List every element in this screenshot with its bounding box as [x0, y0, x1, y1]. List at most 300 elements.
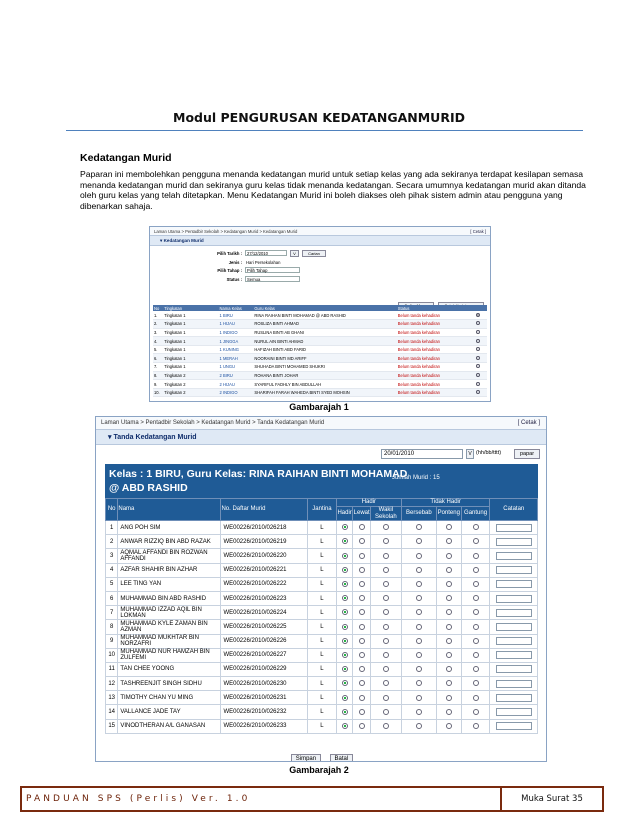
row-radio-cell [336, 691, 352, 705]
col-bersebab: Bersebab [401, 507, 436, 521]
row-select-cell [475, 320, 487, 329]
table-row [106, 662, 538, 676]
row-guru-kelas: HAFIZAH BINTI ABD FARID [253, 345, 396, 354]
bersebab-radio[interactable] [416, 595, 422, 601]
breadcrumb-text[interactable]: Laman Utama > Pentadbir Sekolah > Kedatangan Murid > Kedatangan Murid [154, 229, 298, 234]
row-tingkatan: Tingkatan 1 [163, 354, 218, 363]
row-radio-cell [370, 577, 401, 591]
simpan-button[interactable]: Simpan [291, 754, 321, 762]
wakil-sekolah-radio[interactable] [383, 553, 389, 559]
select-radio[interactable] [476, 347, 480, 351]
row-radio-cell [436, 620, 461, 634]
row-radio-cell [461, 606, 490, 620]
hadir-radio[interactable] [342, 709, 348, 715]
row-radio-cell [336, 549, 352, 563]
bersebab-radio[interactable] [416, 652, 422, 658]
wakil-sekolah-radio[interactable] [383, 624, 389, 630]
panel-title-text: Tanda Kedatangan Murid [113, 434, 197, 441]
gantung-radio[interactable] [473, 538, 479, 544]
row-status: Belum tanda kehadiran [397, 354, 475, 363]
row-no-daftar: WE00226/2010/026230 [221, 677, 308, 691]
catatan-input[interactable] [496, 580, 532, 588]
hadir-radio[interactable] [342, 581, 348, 587]
batal-button[interactable]: Batal [330, 754, 354, 762]
row-jantina: L [308, 648, 337, 662]
catatan-input[interactable] [496, 651, 532, 659]
col-lewat: Lewat [353, 507, 371, 521]
bersebab-radio[interactable] [416, 723, 422, 729]
row-jantina: L [308, 691, 337, 705]
ponteng-radio[interactable] [446, 553, 452, 559]
row-no: 4 [106, 563, 118, 577]
select-radio[interactable] [476, 373, 480, 377]
col-catatan: Catatan [490, 499, 538, 521]
row-nama: MUHAMMAD BIN ABD RASHID [118, 591, 221, 605]
document-title: Modul PENGURUSAN KEDATANGANMURID [173, 110, 465, 125]
row-no: 10 [106, 648, 118, 662]
wakil-sekolah-radio[interactable] [383, 567, 389, 573]
status-select[interactable]: Semua [245, 276, 300, 282]
col-jantina: Jantina [308, 499, 337, 521]
row-radio-cell [436, 691, 461, 705]
lewat-radio[interactable] [359, 524, 365, 530]
row-radio-cell [436, 648, 461, 662]
class-header [105, 464, 538, 498]
col-group-hadir: Hadir [336, 499, 401, 507]
lewat-radio[interactable] [359, 624, 365, 630]
gantung-radio[interactable] [473, 709, 479, 715]
row-no-daftar: WE00226/2010/026219 [221, 535, 308, 549]
hadir-radio[interactable] [342, 652, 348, 658]
bersebab-radio[interactable] [416, 680, 422, 686]
row-catatan-cell [490, 691, 538, 705]
row-status: Belum tanda kehadiran [397, 311, 475, 320]
row-radio-cell [461, 563, 490, 577]
row-nama: TIMOTHY CHAN YU MING [118, 691, 221, 705]
hadir-radio[interactable] [342, 553, 348, 559]
row-nama: VALLANCE JADE TAY [118, 705, 221, 719]
lewat-radio[interactable] [359, 666, 365, 672]
row-jantina: L [308, 719, 337, 733]
page-number: Muka Surat 35 [500, 788, 602, 810]
table-row [106, 705, 538, 719]
row-catatan-cell [490, 719, 538, 733]
row-radio-cell [370, 535, 401, 549]
cetak-link[interactable]: [ Cetak ] [517, 420, 540, 426]
row-radio-cell [436, 591, 461, 605]
row-no: 8. [153, 371, 163, 380]
ponteng-radio[interactable] [446, 695, 452, 701]
row-nama: LEE TING YAN [118, 577, 221, 591]
wakil-sekolah-radio[interactable] [383, 695, 389, 701]
select-radio[interactable] [476, 356, 480, 360]
col-no: No [153, 305, 163, 311]
row-nama: ANG POH SIM [118, 521, 221, 535]
hadir-radio[interactable] [342, 723, 348, 729]
row-tingkatan: Tingkatan 1 [163, 311, 218, 320]
gantung-radio[interactable] [473, 624, 479, 630]
gantung-radio[interactable] [473, 595, 479, 601]
row-radio-cell [336, 591, 352, 605]
catatan-input[interactable] [496, 623, 532, 631]
row-no: 6 [106, 591, 118, 605]
row-status: Belum tanda kehadiran [397, 337, 475, 346]
row-no: 11 [106, 662, 118, 676]
row-radio-cell [401, 591, 436, 605]
hadir-radio[interactable] [342, 695, 348, 701]
row-nama-kelas[interactable]: 1 INDIGO [219, 328, 254, 337]
gantung-radio[interactable] [473, 666, 479, 672]
ponteng-radio[interactable] [446, 624, 452, 630]
hadir-radio[interactable] [342, 638, 348, 644]
gantung-radio[interactable] [473, 553, 479, 559]
screenshot-kedatangan-murid [149, 226, 491, 402]
select-radio[interactable] [476, 364, 480, 368]
select-radio[interactable] [476, 321, 480, 325]
jenis-label: Jenis : [228, 260, 242, 265]
row-select-cell [475, 311, 487, 320]
hadir-radio[interactable] [342, 524, 348, 530]
row-nama-kelas[interactable]: 1 UNGU [219, 363, 254, 372]
ponteng-radio[interactable] [446, 680, 452, 686]
date-input[interactable]: 20/01/2010 [381, 449, 463, 459]
lewat-radio[interactable] [359, 581, 365, 587]
table-row [153, 380, 487, 389]
row-nama-kelas[interactable]: 1 KUNING [219, 345, 254, 354]
wakil-sekolah-radio[interactable] [383, 524, 389, 530]
row-tingkatan: Tingkatan 1 [163, 320, 218, 329]
row-radio-cell [353, 577, 371, 591]
bersebab-radio[interactable] [416, 609, 422, 615]
row-guru-kelas: ROSLIZA BINTI AHMAD [253, 320, 396, 329]
row-radio-cell [401, 705, 436, 719]
row-radio-cell [370, 648, 401, 662]
row-radio-cell [401, 719, 436, 733]
row-select-cell [475, 363, 487, 372]
attendance-table [105, 498, 538, 734]
row-radio-cell [436, 677, 461, 691]
catatan-input[interactable] [496, 694, 532, 702]
wakil-sekolah-radio[interactable] [383, 680, 389, 686]
collapse-icon[interactable]: ▾ [108, 434, 114, 441]
col-group-tidak-hadir: Tidak Hadir [401, 499, 490, 507]
row-nama-kelas[interactable]: 2 BIRU [219, 371, 254, 380]
row-jantina: L [308, 705, 337, 719]
table-row [106, 634, 538, 648]
row-no: 13 [106, 691, 118, 705]
catatan-input[interactable] [496, 595, 532, 603]
row-radio-cell [353, 648, 371, 662]
row-status: Belum tanda kehadiran [397, 380, 475, 389]
filter-form [150, 246, 490, 290]
form-buttons [96, 747, 547, 762]
row-tingkatan: Tingkatan 2 [163, 380, 218, 389]
wakil-sekolah-radio[interactable] [383, 595, 389, 601]
row-guru-kelas: SHARIFAH FARAH WAHEDA BINTI SYED MOHSIN [253, 388, 396, 397]
row-no-daftar: WE00226/2010/026227 [221, 648, 308, 662]
date-input[interactable]: 27/12/2010 [245, 250, 287, 256]
class-table [153, 305, 487, 397]
row-guru-kelas: SYARIFUL FADHLY BIN ABDULLAH [253, 380, 396, 389]
row-no: 1. [153, 311, 163, 320]
hadir-radio[interactable] [342, 680, 348, 686]
row-no: 5. [153, 345, 163, 354]
row-radio-cell [336, 535, 352, 549]
ponteng-radio[interactable] [446, 538, 452, 544]
table-row [153, 388, 487, 397]
row-no: 2. [153, 320, 163, 329]
bersebab-radio[interactable] [416, 581, 422, 587]
gantung-radio[interactable] [473, 695, 479, 701]
catatan-input[interactable] [496, 708, 532, 716]
select-radio[interactable] [476, 382, 480, 386]
ponteng-radio[interactable] [446, 652, 452, 658]
row-nama: MUHAMMAD NUR HAMZAH BIN ZULFEMI [118, 648, 221, 662]
wakil-sekolah-radio[interactable] [383, 666, 389, 672]
col-nama: Nama [118, 499, 221, 521]
row-catatan-cell [490, 662, 538, 676]
hadir-radio[interactable] [342, 609, 348, 615]
ponteng-radio[interactable] [446, 524, 452, 530]
gantung-radio[interactable] [473, 638, 479, 644]
row-radio-cell [461, 691, 490, 705]
row-radio-cell [461, 634, 490, 648]
ponteng-radio[interactable] [446, 581, 452, 587]
row-radio-cell [461, 549, 490, 563]
table-row [106, 648, 538, 662]
row-no: 7 [106, 606, 118, 620]
row-nama-kelas[interactable]: 1 JINGGA [219, 337, 254, 346]
select-radio[interactable] [476, 390, 480, 394]
row-radio-cell [461, 591, 490, 605]
lewat-radio[interactable] [359, 567, 365, 573]
lewat-radio[interactable] [359, 709, 365, 715]
row-guru-kelas: SHUHADA BINTI MOHAMED SHUKRI [253, 363, 396, 372]
table-row [106, 591, 538, 605]
select-radio[interactable] [476, 339, 480, 343]
hadir-radio[interactable] [342, 666, 348, 672]
row-radio-cell [353, 606, 371, 620]
row-radio-cell [336, 577, 352, 591]
caption-figure-1: Gambarajah 1 [289, 402, 349, 412]
row-no: 1 [106, 521, 118, 535]
row-radio-cell [370, 677, 401, 691]
row-jantina: L [308, 577, 337, 591]
row-no-daftar: WE00226/2010/026224 [221, 606, 308, 620]
class-title: Kelas : 1 BIRU, Guru Kelas: RINA RAIHAN BINTI MOHAMAD @ ABD RASHID [109, 468, 408, 494]
ponteng-radio[interactable] [446, 609, 452, 615]
row-nama-kelas[interactable]: 2 INDIGO [219, 388, 254, 397]
row-catatan-cell [490, 563, 538, 577]
col-ponteng: Ponteng [436, 507, 461, 521]
bersebab-radio[interactable] [416, 524, 422, 530]
bersebab-radio[interactable] [416, 553, 422, 559]
row-select-cell [475, 371, 487, 380]
row-catatan-cell [490, 705, 538, 719]
ponteng-radio[interactable] [446, 666, 452, 672]
row-radio-cell [401, 549, 436, 563]
row-radio-cell [336, 719, 352, 733]
bersebab-radio[interactable] [416, 538, 422, 544]
row-status: Belum tanda kehadiran [397, 345, 475, 354]
row-nama: TAN CHEE YOONG [118, 662, 221, 676]
col-tingkatan: Tingkatan [163, 305, 218, 311]
gantung-radio[interactable] [473, 609, 479, 615]
gantung-radio[interactable] [473, 567, 479, 573]
cetak-link[interactable]: [ Cetak ] [470, 229, 486, 234]
row-nama-kelas[interactable]: 1 BIRU [219, 311, 254, 320]
wakil-sekolah-radio[interactable] [383, 609, 389, 615]
status-label: Status : [226, 277, 242, 282]
row-nama: ANWAR RIZZIQ BIN ABD RAZAK [118, 535, 221, 549]
wakil-sekolah-radio[interactable] [383, 538, 389, 544]
select-radio[interactable] [476, 330, 480, 334]
row-tingkatan: Tingkatan 2 [163, 371, 218, 380]
row-catatan-cell [490, 591, 538, 605]
lewat-radio[interactable] [359, 595, 365, 601]
select-radio[interactable] [476, 313, 480, 317]
catatan-input[interactable] [496, 680, 532, 688]
calendar-button[interactable]: V [466, 449, 474, 459]
row-radio-cell [461, 705, 490, 719]
lewat-radio[interactable] [359, 652, 365, 658]
bersebab-radio[interactable] [416, 624, 422, 630]
row-radio-cell [370, 705, 401, 719]
row-select-cell [475, 388, 487, 397]
row-radio-cell [370, 606, 401, 620]
catatan-input[interactable] [496, 637, 532, 645]
row-radio-cell [336, 563, 352, 577]
row-no-daftar: WE00226/2010/026222 [221, 577, 308, 591]
collapse-icon[interactable]: ▾ [160, 238, 164, 243]
catatan-input[interactable] [496, 552, 532, 560]
row-radio-cell [436, 719, 461, 733]
row-no: 12 [106, 677, 118, 691]
wakil-sekolah-radio[interactable] [383, 709, 389, 715]
hadir-radio[interactable] [342, 624, 348, 630]
table-row [106, 549, 538, 563]
row-radio-cell [401, 620, 436, 634]
wakil-sekolah-radio[interactable] [383, 652, 389, 658]
catatan-input[interactable] [496, 609, 532, 617]
date-format-hint: (hh/bb/tttt) [476, 450, 502, 456]
row-jantina: L [308, 620, 337, 634]
gantung-radio[interactable] [473, 524, 479, 530]
wakil-sekolah-radio[interactable] [383, 638, 389, 644]
section-heading: Kedatangan Murid [80, 152, 172, 164]
calendar-button[interactable]: V [290, 250, 299, 257]
row-radio-cell [353, 634, 371, 648]
col-no-daftar: No. Daftar Murid [221, 499, 308, 521]
catatan-input[interactable] [496, 538, 532, 546]
lewat-radio[interactable] [359, 723, 365, 729]
catatan-input[interactable] [496, 524, 532, 532]
hadir-radio[interactable] [342, 567, 348, 573]
ponteng-radio[interactable] [446, 709, 452, 715]
row-radio-cell [370, 563, 401, 577]
row-status: Belum tanda kehadiran [397, 328, 475, 337]
screenshot-tanda-kedatangan [95, 416, 547, 762]
row-radio-cell [336, 677, 352, 691]
lewat-radio[interactable] [359, 680, 365, 686]
row-radio-cell [461, 535, 490, 549]
lewat-radio[interactable] [359, 553, 365, 559]
row-radio-cell [401, 648, 436, 662]
row-jantina: L [308, 549, 337, 563]
ponteng-radio[interactable] [446, 567, 452, 573]
row-no: 8 [106, 620, 118, 634]
ponteng-radio[interactable] [446, 595, 452, 601]
row-catatan-cell [490, 535, 538, 549]
hadir-radio[interactable] [342, 538, 348, 544]
gantung-radio[interactable] [473, 723, 479, 729]
row-no-daftar: WE00226/2010/026221 [221, 563, 308, 577]
row-nama-kelas[interactable]: 1 MERAH [219, 354, 254, 363]
lewat-radio[interactable] [359, 609, 365, 615]
table-row [106, 719, 538, 733]
table-row [153, 311, 487, 320]
date-label: Pilih Tarikh : [217, 251, 242, 256]
row-catatan-cell [490, 634, 538, 648]
gantung-radio[interactable] [473, 581, 479, 587]
table-row [153, 345, 487, 354]
ponteng-radio[interactable] [446, 638, 452, 644]
row-nama: TASHREENJIT SINGH SIDHU [118, 677, 221, 691]
table-row [106, 577, 538, 591]
hadir-radio[interactable] [342, 595, 348, 601]
ponteng-radio[interactable] [446, 723, 452, 729]
row-catatan-cell [490, 606, 538, 620]
catatan-input[interactable] [496, 665, 532, 673]
carian-button[interactable]: Carian [302, 250, 326, 257]
gantung-radio[interactable] [473, 652, 479, 658]
row-radio-cell [370, 634, 401, 648]
row-radio-cell [436, 577, 461, 591]
lewat-radio[interactable] [359, 638, 365, 644]
intro-paragraph: Paparan ini membolehkan pengguna menanda kedatangan murid untuk setiap kelas yang ada sekiranya terdapat kesilapan semasa menanda kedatangan murid dan sekiranya guru kelas tidak menanda kedatangan. Secara umumnya kedatangan murid akan ditanda oleh guru kelas yang telah ditetapkan. Menu Kedatangan Murid ini boleh diakses oleh pihak sistem admin atau pengguna yang dibenarkan sahaja. [80, 169, 586, 211]
papar-button[interactable]: papar [514, 449, 540, 459]
wakil-sekolah-radio[interactable] [383, 723, 389, 729]
row-radio-cell [401, 535, 436, 549]
row-radio-cell [336, 634, 352, 648]
row-tingkatan: Tingkatan 1 [163, 345, 218, 354]
catatan-input[interactable] [496, 722, 532, 730]
row-radio-cell [461, 521, 490, 535]
row-no: 14 [106, 705, 118, 719]
bersebab-radio[interactable] [416, 709, 422, 715]
catatan-input[interactable] [496, 566, 532, 574]
bersebab-radio[interactable] [416, 638, 422, 644]
breadcrumb-text[interactable]: Laman Utama > Pentadbir Sekolah > Kedatangan Murid > Tanda Kedatangan Murid [101, 420, 325, 426]
lewat-radio[interactable] [359, 538, 365, 544]
row-radio-cell [401, 606, 436, 620]
bersebab-radio[interactable] [416, 567, 422, 573]
wakil-sekolah-radio[interactable] [383, 581, 389, 587]
tahap-select[interactable]: Pilih Tahap [245, 267, 300, 273]
caption-figure-2: Gambarajah 2 [289, 765, 349, 775]
col-wakil-sekolah: Wakil Sekolah [370, 507, 401, 521]
gantung-radio[interactable] [473, 680, 479, 686]
row-nama-kelas[interactable]: 1 HIJAU [219, 320, 254, 329]
lewat-radio[interactable] [359, 695, 365, 701]
row-catatan-cell [490, 521, 538, 535]
row-nama-kelas[interactable]: 2 HIJAU [219, 380, 254, 389]
bersebab-radio[interactable] [416, 666, 422, 672]
row-no: 5 [106, 577, 118, 591]
date-bar [96, 445, 546, 463]
bersebab-radio[interactable] [416, 695, 422, 701]
row-radio-cell [336, 648, 352, 662]
